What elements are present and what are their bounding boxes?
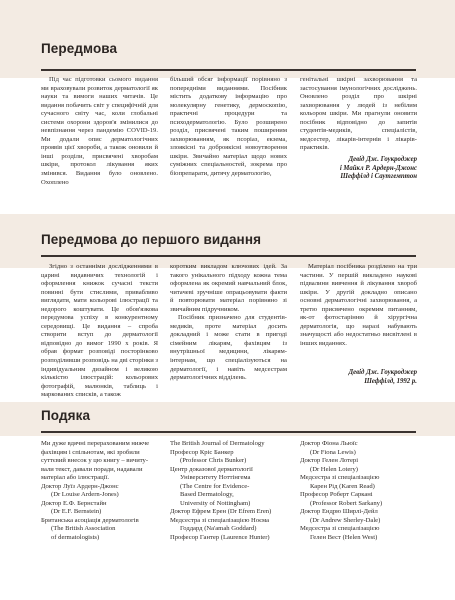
ack-line: of dermatologists)	[51, 534, 100, 542]
preface-column-3: генітальні шкірні захворювання та застосування імунологічних досліджень. Оновлено розділ про шкірні захворювання у людей із небілим кольором шкіри. Ми прагнули оновити посібник відповідно до запитів студентів-медиків, спеціалістів, медсестер, лікарів-інтернів і лікарів-практиків.	[300, 76, 417, 152]
ack-line: (Professor Robert Sarkany)	[310, 499, 383, 507]
thanks-column-1	[41, 440, 168, 543]
ack-line: (Professor Chris Bunker)	[180, 457, 247, 465]
ack-line: Годдард (Na'amah Goddard)	[180, 525, 257, 533]
ack-line: Доктор Ендрю Ширлі-Дейл	[300, 508, 378, 516]
ack-line: Професор Гантер (Laurence Hunter)	[170, 534, 270, 542]
first-edition-column-2: коротким викладом ключових ідей. За такого унікального підходу кожна тема оформлена як окремий навчальний блок, читачеві зручніше опрацьовувати факти й повторювати матеріал порівняно зі звичайним підручником. Посібник призначено для студентів-медиків, проте матеріал досить докладний і може стати в пригоді сімейним лікарям, фахівцям із внутрішньої медицини, лікарям-інтернам, що спеціалізуються на дерматології, і навіть медсестрам дерматологічних відділень.	[170, 263, 287, 382]
ack-line: (Dr E.F. Bernstein)	[51, 508, 102, 516]
thanks-title: Подяка	[41, 408, 91, 423]
thanks-column-2	[170, 440, 297, 543]
ack-line: Медсестра зі спеціалізацією Ноєма	[170, 516, 270, 524]
ack-line: (Dr Andrew Sherley-Dale)	[310, 516, 381, 524]
ack-line: Медсестра зі спеціалізацією	[300, 474, 380, 482]
ack-line: Based Dermatology,	[180, 491, 234, 499]
preface-column-1: Під час підготовки сьомого видання ми враховували розвиток дерматології як науки та вимоги наших читачів. Це видання побачить світ у специфічній для сучасного світу час, коли глобальні системи охорони здоров'я змінилися до невпізнання через пандемію COVID-19. Ми додали опис дерматологічних проявів цієї хвороби, а також оновили й інші розділи, присвячені хворобам шкіри, протокол лікування яких змінився. Видання було оновлено. Охоплено	[41, 76, 158, 186]
preface-column-2: більший обсяг інформації порівняно з попередніми виданнями. Посібник містить додаткову інформацію про молекулярну генетику, дермоскопію, практичні процедури та психодерматологію. Було розширено розділ, присвячені таким поширеним захворюванням, як псоріаз, екзема, злоякісні та доброякісні новоутворення шкіри. Звичайно матеріал щодо нових суміжних спеціальностей, зокрема про біопрепарати, дитячу дерматологію,	[170, 76, 287, 178]
ack-line: (Dr Helen Lotery)	[310, 465, 358, 473]
ack-line: (Dr Fiona Lewis)	[310, 448, 356, 456]
preface-rule	[41, 69, 416, 71]
ack-line: Гелен Вест (Helen West)	[310, 534, 378, 542]
ack-line: Доктор Ефрем Ерен (Dr Efrem Eren)	[170, 508, 272, 516]
ack-line: University of Nottingham)	[180, 499, 251, 507]
ack-line: Доктор Луїз Ардерн-Джонс	[41, 482, 119, 490]
ack-line: Університету Ноттінгема	[180, 474, 251, 482]
ack-line: Доктор Фіона Льюїс	[300, 440, 358, 447]
preface-header-band	[0, 0, 455, 78]
ack-line: суттєвий внесок у цю книгу – вичиту-	[41, 457, 149, 465]
ack-line: Британська асоціація дерматологів	[41, 516, 139, 524]
ack-line: Професор Роберт Саркані	[300, 491, 373, 499]
ack-line: (Dr Louise Ardern-Jones)	[51, 491, 119, 499]
first-edition-signature: Девід Дж. Гоукроджер Шеффілд, 1992 р.	[348, 369, 417, 385]
ack-line: Медсестра зі спеціалізацією	[300, 525, 380, 533]
first-edition-column-1: Згідно з останніми дослідженнями в царині видавничих технологій і оформлення книжок сучасні тексти повинні бути стислими, привабливо виглядати, мати кольорові ілюстрації та недорого коштувати. Це обов'язкова передумова успіху в конкурентному середовищі. Це видання – спроба створити вступ до дерматології відповідно до вимог 1990 х років. Я обрав формат розповіді посторінково розподіливши розповідь на дві сторінки з індивідуальним дизайном і великою кількістю ілюстрацій: кольорових фотографій, малюнків, таблиць і маркованих списків, а також	[41, 263, 158, 399]
ack-line: (The British Association	[51, 525, 116, 533]
ack-line: Доктор Е.Ф. Бернстайн	[41, 499, 107, 507]
preface-signature: Девід Дж. Гоукроджер і Майкл Р. Ардерн-Джонс Шеффілд і Саутгемптон	[339, 156, 417, 181]
thanks-rule	[41, 431, 416, 433]
ack-line: вали текст, давали поради, надавали	[41, 465, 143, 473]
ack-line: Карен Рід (Karen Read)	[310, 482, 375, 490]
first-edition-title: Передмова до першого видання	[41, 232, 262, 247]
ack-line: Професор Кріс Банкер	[170, 448, 234, 456]
first-edition-column-3: Матеріал посібника розділено на три частини. У першій викладено наукові підвалини вивчення й лікування хвороб шкіри. У другій докладно описано основні дерматологічні захворювання, а третю присвячено окремим питанням, як-от фотостарінню й хірургічна дерматологія, що наразі набувають значущості або недостатньо висвітлені в інших виданнях.	[300, 263, 417, 347]
ack-line: The British Journal of Dermatology	[170, 440, 265, 447]
ack-line: Доктор Гелен Лотері	[300, 457, 359, 465]
ack-line: матеріал або ілюстрації.	[41, 474, 109, 482]
thanks-column-3	[300, 440, 427, 543]
ack-line: Центр доказової дерматології	[170, 465, 253, 473]
ack-line: (The Centre for Evidence-	[180, 482, 250, 490]
ack-line: фахівцям і спільнотам, які зробили	[41, 448, 140, 456]
first-edition-rule	[41, 255, 416, 257]
ack-line: Ми дуже вдячні перерахованим нижче	[41, 440, 150, 447]
preface-title: Передмова	[41, 41, 118, 56]
